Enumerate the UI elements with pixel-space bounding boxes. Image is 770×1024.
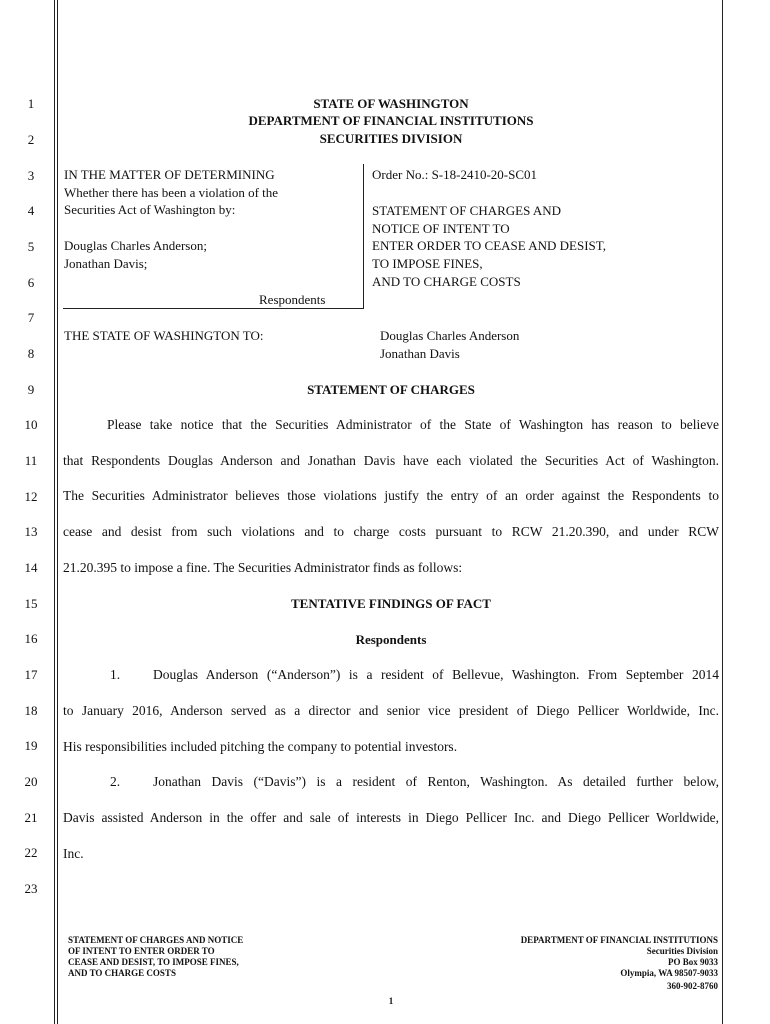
para1-line-1: Douglas Anderson (“Anderson”) is a resident of Bellevue, Washington. From September 2014 — [153, 667, 719, 682]
intro-line-1: Please take notice that the Securities Administrator of the State of Washington has reason to believe — [107, 417, 719, 432]
caption-respondents-label: Respondents — [259, 292, 326, 307]
footer-left-line2: OF INTENT TO ENTER ORDER TO — [68, 946, 215, 956]
line-number: 19 — [24, 738, 38, 753]
addressee-anderson: Douglas Charles Anderson — [380, 328, 520, 343]
para1-line-3: His responsibilities included pitching the company to potential investors. — [63, 739, 458, 754]
para2-number: 2. — [110, 774, 121, 789]
line-number: 23 — [24, 881, 38, 896]
para2-line-3: Inc. — [63, 846, 84, 861]
document-title-line1: STATEMENT OF CHARGES AND — [372, 203, 562, 218]
page-number: 1 — [388, 996, 394, 1006]
caption-line2: Whether there has been a violation of the — [64, 185, 279, 200]
intro-line-5: 21.20.395 to impose a fine. The Securities Administrator finds as follows: — [63, 560, 463, 575]
intro-line-3: The Securities Administrator believes those violations justify the entry of an order against the Respondents to — [63, 488, 719, 503]
para2-line-2: Davis assisted Anderson in the offer and sale of interests in Diego Pellicer Inc. and Diego Pellicer Worldwide, — [63, 810, 719, 825]
line-number: 11 — [24, 453, 38, 468]
footer-left-line1: STATEMENT OF CHARGES AND NOTICE — [68, 935, 244, 945]
line-number: 22 — [24, 845, 38, 860]
line-number: 13 — [24, 524, 38, 539]
line-number: 15 — [24, 596, 38, 611]
line-number: 4 — [27, 203, 35, 218]
intro-line-2: that Respondents Douglas Anderson and Jonathan Davis have each violated the Securities Act of Washington. — [63, 453, 719, 468]
line-number: 18 — [24, 703, 38, 718]
para1-line-2: to January 2016, Anderson served as a director and senior vice president of Diego Pellicer Worldwide, Inc. — [63, 703, 719, 718]
header-division: SECURITIES DIVISION — [319, 131, 463, 146]
document-title-line5: AND TO CHARGE COSTS — [372, 274, 521, 289]
left-margin-rule-outer — [54, 0, 55, 1024]
addressee-davis: Jonathan Davis — [380, 346, 460, 361]
document-title-line3: ENTER ORDER TO CEASE AND DESIST, — [372, 238, 607, 253]
footer-left-line4: AND TO CHARGE COSTS — [68, 968, 176, 978]
intro-line-4: cease and desist from such violations and to charge costs pursuant to RCW 21.20.390, and under RCW — [63, 524, 719, 539]
line-number: 1 — [27, 96, 35, 111]
addressee-label: THE STATE OF WASHINGTON TO: — [64, 328, 264, 343]
para1-number: 1. — [110, 667, 121, 682]
respondents-heading: Respondents — [355, 632, 427, 647]
line-number: 12 — [24, 489, 38, 504]
line-number: 9 — [27, 382, 35, 397]
right-margin-rule — [722, 0, 723, 1024]
document-title-line2: NOTICE OF INTENT TO — [372, 221, 510, 236]
caption-matter: IN THE MATTER OF DETERMINING — [64, 167, 275, 182]
line-number: 10 — [24, 417, 38, 432]
line-number: 16 — [24, 631, 38, 646]
line-number: 2 — [27, 132, 35, 147]
order-number: Order No.: S-18-2410-20-SC01 — [372, 167, 538, 182]
left-margin-rule-inner — [57, 0, 58, 1024]
caption-respondent-anderson: Douglas Charles Anderson; — [64, 238, 207, 253]
footer-right-line2: Securities Division — [646, 946, 718, 956]
line-number: 3 — [27, 168, 35, 183]
line-number: 6 — [27, 275, 35, 290]
line-number: 7 — [27, 310, 35, 325]
para2-line-1: Jonathan Davis (“Davis”) is a resident of Renton, Washington. As detailed further below, — [153, 774, 719, 789]
line-number: 14 — [24, 560, 38, 575]
header-department: DEPARTMENT OF FINANCIAL INSTITUTIONS — [248, 113, 534, 128]
line-number: 20 — [24, 774, 38, 789]
footer-right-line1: DEPARTMENT OF FINANCIAL INSTITUTIONS — [520, 935, 718, 945]
caption-line3: Securities Act of Washington by: — [64, 202, 236, 217]
line-number: 17 — [24, 667, 38, 682]
caption-respondent-davis: Jonathan Davis; — [64, 256, 148, 271]
footer-right-line3: PO Box 9033 — [667, 957, 718, 967]
header-state: STATE OF WASHINGTON — [313, 96, 469, 111]
footer-right-line5: 360-902-8760 — [667, 981, 718, 991]
line-number: 21 — [24, 810, 38, 825]
line-number: 8 — [27, 346, 35, 361]
line-number: 5 — [27, 239, 35, 254]
section-title-statement-of-charges: STATEMENT OF CHARGES — [307, 382, 475, 397]
footer-left-line3: CEASE AND DESIST, TO IMPOSE FINES, — [68, 957, 239, 967]
findings-title: TENTATIVE FINDINGS OF FACT — [291, 596, 491, 611]
footer-right-line4: Olympia, WA 98507-9033 — [620, 968, 718, 978]
document-title-line4: TO IMPOSE FINES, — [372, 256, 483, 271]
